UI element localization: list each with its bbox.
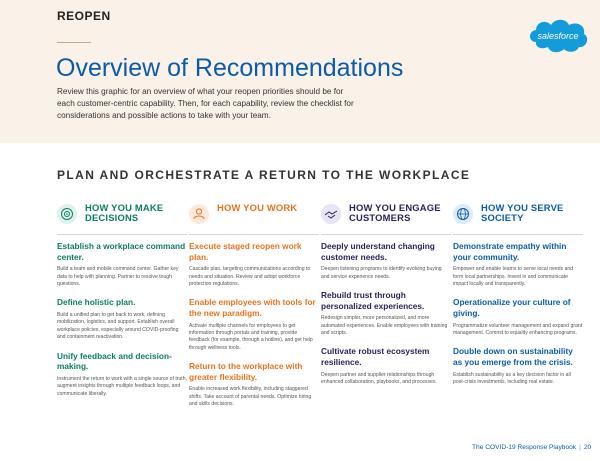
handshake-icon <box>321 204 341 224</box>
item-title: Operationalize your culture of giving. <box>453 297 571 318</box>
page-footer <box>472 444 591 451</box>
column-heading: HOW YOU WORK <box>217 202 298 213</box>
worker-icon <box>189 204 209 224</box>
list-item <box>453 346 583 386</box>
item-title: Define holistic plan. <box>57 297 136 308</box>
column-header <box>453 203 583 227</box>
header-band <box>0 0 600 143</box>
column-divider <box>189 234 319 235</box>
salesforce-logo <box>526 12 590 56</box>
column-heading: HOW YOU MAKE DECISIONS <box>85 202 164 224</box>
list-item <box>453 297 583 337</box>
item-title: Enable employees with tools for the new paradigm. <box>189 297 316 318</box>
list-item <box>189 361 319 408</box>
column-heading: HOW YOU ENGAGE CUSTOMERS <box>349 202 441 224</box>
list-item <box>189 297 319 352</box>
page-title: Overview of Recommendations <box>56 54 404 82</box>
item-text: Programmatize volunteer management and expand grant management. Commit to equality enhancing programs. <box>453 322 583 336</box>
item-text: Redesign simpler, more personalized, and more automated experiences. Enable employees with training and scripts. <box>321 315 448 336</box>
target-icon <box>57 204 77 224</box>
page-number: 20 <box>583 444 592 451</box>
globe-icon <box>453 204 473 224</box>
item-title: Unify feedback and decision-making. <box>57 350 172 372</box>
item-text: Deepen partner and supplier relationships through enhanced collaboration, playbooks, and processes. <box>321 371 437 385</box>
footer-separator: | <box>579 444 581 451</box>
column-divider <box>57 234 187 235</box>
list-item <box>453 241 583 288</box>
column-header <box>321 203 451 227</box>
section-title: PLAN AND ORCHESTRATE A RETURN TO THE WORKPLACE <box>57 168 471 182</box>
column-header <box>57 203 187 227</box>
eyebrow-divider <box>57 42 91 43</box>
column-divider <box>321 234 451 235</box>
item-title: Double down on sustainability as you emerge from the crisis. <box>453 346 573 367</box>
item-title: Demonstrate empathy within your community. <box>453 241 567 262</box>
item-text: Instrument the return to work with a single source of truth, augment insights through multiple feedback loops, and communicate liberally. <box>57 375 187 397</box>
footer-doc-title: The COVID-19 Response Playbook <box>472 444 577 451</box>
item-text: Activate multiple channels for employees to get information through portals and training, provide feedback (for example, through a hotline), and get help through wellness tools. <box>189 322 313 351</box>
list-item <box>189 241 319 288</box>
item-text: Cascade plan, targeting communications according to needs and situation. Review and adopt workforce protection regulations. <box>189 266 311 287</box>
item-title: Return to the workplace with greater flexibility. <box>189 361 303 382</box>
item-text: Establish sustainability as a key decision factor in all post-crisis investments, including real estate. <box>453 371 571 385</box>
list-item <box>57 297 187 341</box>
item-text: Build a team and mobile command center. Gather key data to help with planning. Partner to resolve tough questions. <box>57 266 179 287</box>
logo-text: salesforce <box>537 31 579 41</box>
item-text: Empower and enable teams to serve local needs and form local partnerships. Invest in and communicate impact locally and transparently. <box>453 266 574 287</box>
item-text: Enable increased work flexibility, including staggered shifts. Take account of parental needs. Optimize hiring and skills decisions. <box>189 386 312 408</box>
item-title: Deeply understand changing customer needs. <box>321 241 435 262</box>
list-item <box>321 241 451 281</box>
item-title: Execute staged reopen work plan. <box>189 241 302 262</box>
item-title: Cultivate robust ecosystem resilience. <box>321 346 430 367</box>
item-title: Establish a workplace command center. <box>57 241 186 262</box>
item-text: Deepen listening programs to identify evolving buying and service experience needs. <box>321 266 442 280</box>
column-society <box>453 203 583 395</box>
list-item <box>57 241 187 288</box>
column-header <box>189 203 319 227</box>
list-item <box>321 346 451 386</box>
item-text: Build a unified plan to get back to work, defining mobilization, logistics, and support. Establish overall workplace policies, especially around COVID-proofing and containment reactivation. <box>57 312 179 341</box>
column-decisions <box>57 203 187 407</box>
column-divider <box>453 234 583 235</box>
item-title: Rebuild trust through personalized experiences. <box>321 290 425 311</box>
eyebrow-label: REOPEN <box>57 9 111 23</box>
intro-text: Review this graphic for an overview of what your reopen priorities should be for each customer-centric capability. Then, for each capability, review the checklist for considerations and possible actions to take with your team. <box>57 87 354 121</box>
column-heading: HOW YOU SERVE SOCIETY <box>481 202 564 224</box>
list-item <box>57 351 187 398</box>
column-customers <box>321 203 451 395</box>
column-work <box>189 203 319 418</box>
list-item <box>321 290 451 337</box>
